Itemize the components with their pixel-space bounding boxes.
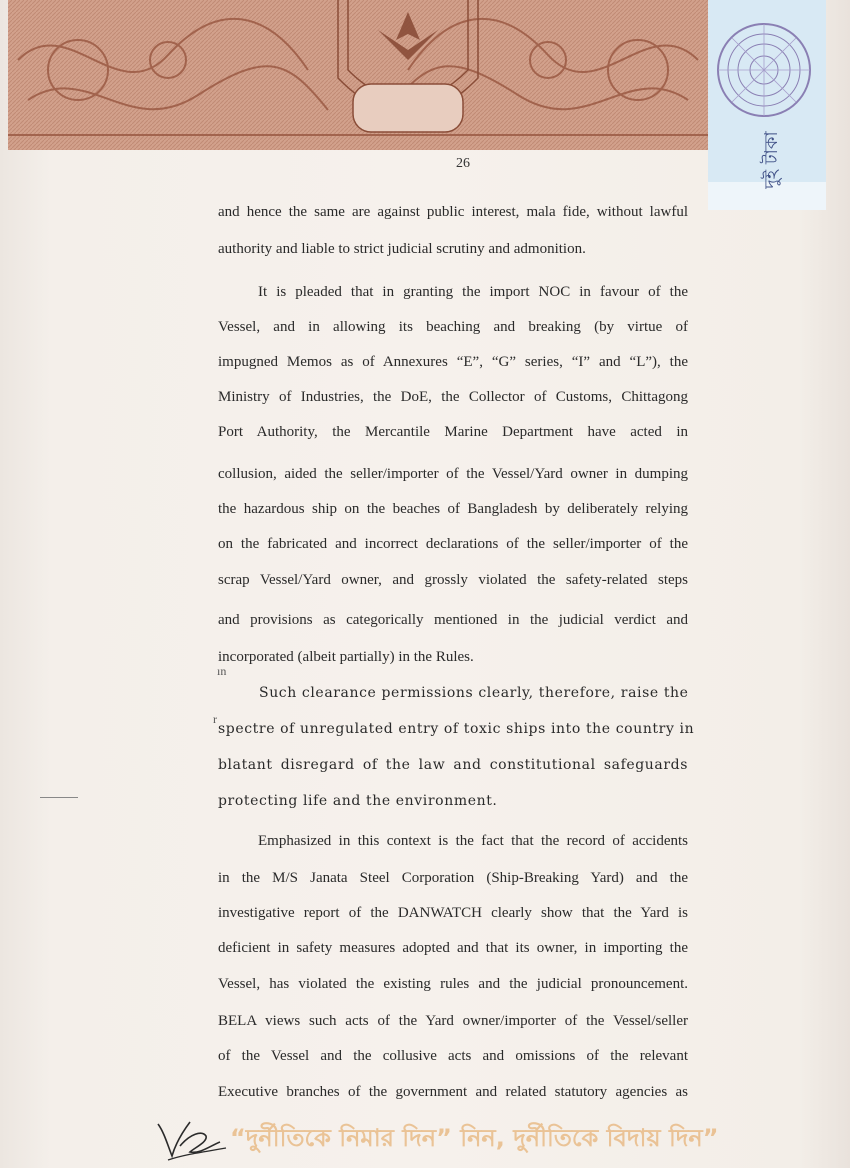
margin-dash [40, 797, 78, 798]
footer-slogan [190, 1112, 719, 1160]
text-line: protecting life and the environment. [218, 793, 498, 809]
text-line: incorporated (albeit partially) in the Rules. [218, 649, 474, 665]
signature-icon [150, 1112, 230, 1164]
text-line: blatant disregard of the law and constitutional safeguards [218, 757, 688, 773]
text-line: and hence the same are against public interest, mala fide, without lawful [218, 204, 688, 220]
text-line: Vessel, has violated the existing rules and the judicial pronouncement. [218, 976, 688, 992]
ornament-pattern-icon [8, 0, 708, 150]
revenue-stamp [708, 0, 826, 210]
text-line: BELA views such acts of the Yard owner/importer of the Vessel/seller [218, 1013, 688, 1029]
text-line: the hazardous ship on the beaches of Bangladesh by deliberately relying [218, 501, 688, 517]
text-line: Vessel, and in allowing its beaching and breaking (by virtue of [218, 319, 688, 335]
margin-mark: ın [217, 664, 227, 678]
footer-slogan-text: “দুর্নীতিকে নিমার দিন” নিন, দুর্নীতিকে বিদায় দিন” [230, 1124, 719, 1152]
text-line: deficient in safety measures adopted and that its owner, in importing the [218, 940, 688, 956]
text-line: Emphasized in this context is the fact that the record of accidents [258, 833, 688, 849]
header-ornament-band [8, 0, 708, 150]
text-line: impugned Memos as of Annexures “E”, “G” series, “I” and “L”), the [218, 354, 688, 370]
text-line: and provisions as categorically mentioned in the judicial verdict and [218, 612, 688, 628]
text-line: Ministry of Industries, the DoE, the Collector of Customs, Chittagong [218, 389, 688, 405]
text-line: Executive branches of the government and related statutory agencies as [218, 1084, 688, 1100]
text-line: authority and liable to strict judicial scrutiny and admonition. [218, 241, 586, 257]
text-line: in the M/S Janata Steel Corporation (Ship-Breaking Yard) and the [218, 870, 688, 886]
text-line: Such clearance permissions clearly, therefore, raise the [259, 685, 689, 701]
text-line: spectre of unregulated entry of toxic ships into the country in [218, 721, 695, 737]
stamp-value-text: দুই টাকা [761, 131, 782, 189]
text-line: It is pleaded that in granting the import NOC in favour of the [258, 284, 688, 300]
text-line: Port Authority, the Mercantile Marine Department have acted in [218, 424, 688, 440]
page-number: 26 [456, 156, 470, 171]
text-line: collusion, aided the seller/importer of the Vessel/Yard owner in dumping [218, 466, 688, 482]
text-line: on the fabricated and incorrect declarations of the seller/importer of the [218, 536, 688, 552]
text-line: investigative report of the DANWATCH clearly show that the Yard is [218, 905, 688, 921]
text-line: scrap Vessel/Yard owner, and grossly violated the safety-related steps [218, 572, 688, 588]
margin-mark: r [213, 712, 217, 726]
text-line: of the Vessel and the collusive acts and omissions of the relevant [218, 1048, 688, 1064]
